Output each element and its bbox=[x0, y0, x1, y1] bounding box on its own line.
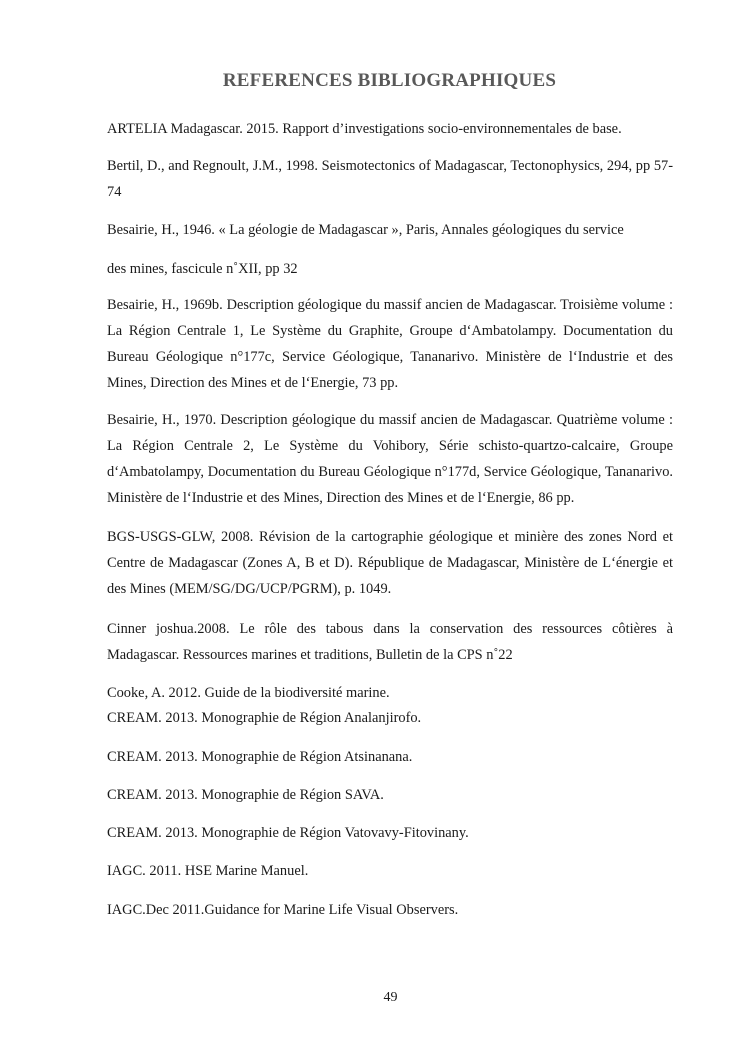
reference-cream-analanjirofo: CREAM. 2013. Monographie de Région Analanjirofo. bbox=[107, 710, 422, 726]
reference-besairie-1946-continued: des mines, fascicule n˚XII, pp 32 bbox=[107, 261, 298, 277]
reference-iagc-2011-hse: IAGC. 2011. HSE Marine Manuel. bbox=[107, 863, 309, 879]
page-number: 49 bbox=[383, 990, 398, 1005]
reference-cooke-2012: Cooke, A. 2012. Guide de la biodiversité marine. bbox=[107, 685, 390, 701]
page-title: REFERENCES BIBLIOGRAPHIQUES bbox=[222, 70, 557, 91]
reference-cinner-2008: Cinner joshua.2008. Le rôle des tabous dans la conservation des ressources côtières à Madagascar. Ressources marines et traditions, Bulletin de la CPS n˚22 bbox=[107, 621, 673, 663]
reference-besairie-1946: Besairie, H., 1946. « La géologie de Madagascar », Paris, Annales géologiques du service bbox=[107, 222, 624, 238]
reference-besairie-1970: Besairie, H., 1970. Description géologique du massif ancien de Madagascar. Quatrième volume : La Région Centrale 2, Le Système du Vohibory, Série schisto-quartzo-calcaire, Groupe d‘Ambatolampy, Documentation du Bureau Géologique n°177d, Service Géologique, Tananarivo. Ministère de l‘Industrie et des Mines, Direction des Mines et de l‘Energie, 86 pp. bbox=[107, 412, 673, 506]
reference-cream-vatovavy-fitovinany: CREAM. 2013. Monographie de Région Vatovavy-Fitovinany. bbox=[107, 825, 469, 841]
reference-iagc-2011-guidance: IAGC.Dec 2011.Guidance for Marine Life Visual Observers. bbox=[107, 902, 459, 918]
reference-besairie-1969b: Besairie, H., 1969b. Description géologique du massif ancien de Madagascar. Troisième volume : La Région Centrale 1, Le Système du Graphite, Groupe d‘Ambatolampy. Documentation du Bureau Géologique n°177c, Service Géologique, Tananarivo. Ministère de l‘Industrie et des Mines, Direction des Mines et de l‘Energie, 73 pp. bbox=[107, 297, 673, 391]
reference-bgs-usgs-glw-2008: BGS-USGS-GLW, 2008. Révision de la cartographie géologique et minière des zones Nord et Centre de Madagascar (Zones A, B et D). République de Madagascar, Ministère de L‘énergie et des Mines (MEM/SG/DG/UCP/PGRM), p. 1049. bbox=[107, 529, 673, 597]
reference-artelia-2015: ARTELIA Madagascar. 2015. Rapport d’investigations socio-environnementales de base. bbox=[107, 121, 622, 137]
reference-bertil-1998: Bertil, D., and Regnoult, J.M., 1998. Seismotectonics of Madagascar, Tectonophysics, 294, pp 57-74 bbox=[107, 158, 673, 200]
reference-cream-atsinanana: CREAM. 2013. Monographie de Région Atsinanana. bbox=[107, 749, 413, 765]
reference-cream-sava: CREAM. 2013. Monographie de Région SAVA. bbox=[107, 787, 384, 803]
